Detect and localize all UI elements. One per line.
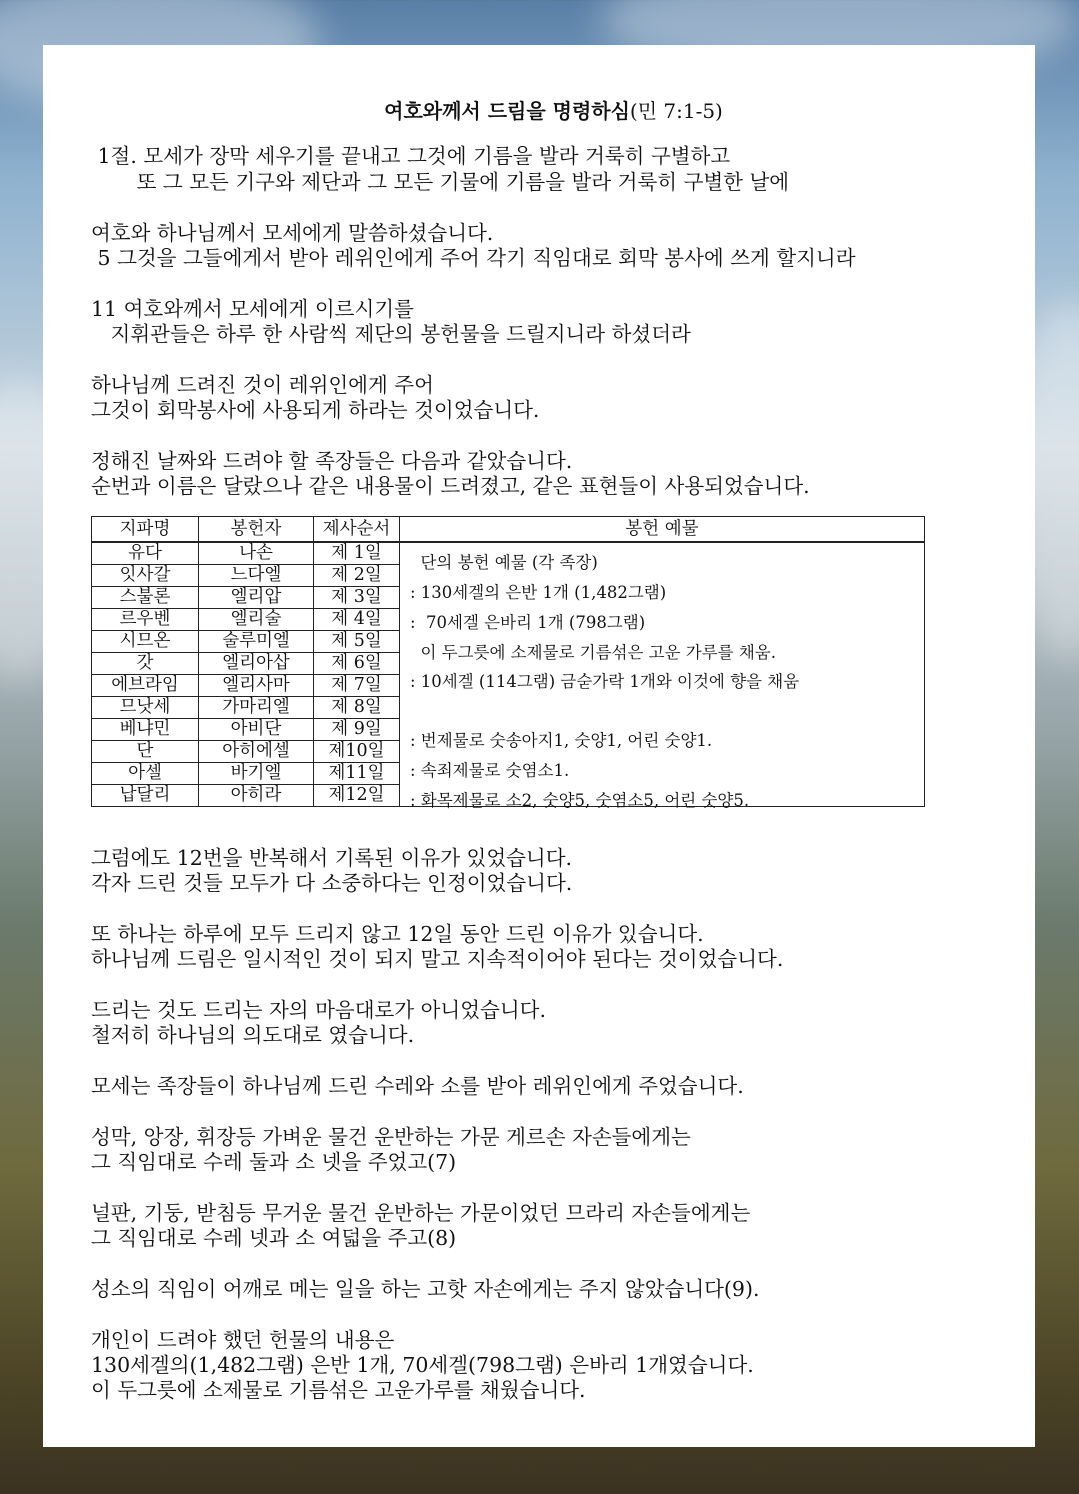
cell-tribe: 에브라임	[92, 675, 199, 697]
cell-order: 제 7일	[314, 675, 400, 697]
note-line: : 화목제물로 소2, 숫양5, 숫염소5, 어린 숫양5.	[410, 791, 750, 810]
title-main: 여호와께서 드림을 명령하심	[384, 99, 630, 123]
page-title	[91, 95, 1016, 124]
header-tribe: 지파명	[92, 517, 199, 543]
note-line: : 속죄제물로 숫염소1.	[410, 761, 570, 780]
text-line: 130세겔의(1,482그램) 은반 1개, 70세겔(798그램) 은바리 1개였습니다.	[91, 1353, 754, 1377]
text-line: 그 직임대로 수레 넷과 소 여덟을 주고(8)	[91, 1226, 457, 1250]
title-reference: (민 7:1-5)	[629, 99, 723, 123]
cell-offerer: 아비단	[199, 719, 314, 741]
text-line: 모세는 족장들이 하나님께 드린 수레와 소를 받아 레위인에게 주었습니다.	[91, 1074, 744, 1098]
text-line: 개인이 드려야 했던 헌물의 내용은	[91, 1328, 395, 1352]
text-line: 여호와 하나님께서 모세에게 말씀하셨습니다.	[91, 221, 494, 245]
cell-order: 제 8일	[314, 697, 400, 719]
cell-tribe: 유다	[92, 542, 199, 565]
text-line: 성막, 앙장, 휘장등 가벼운 물건 운반하는 가문 게르손 자손들에게는	[91, 1125, 691, 1149]
cell-offerer: 술루미엘	[199, 631, 314, 653]
cell-order: 제11일	[314, 763, 400, 785]
header-order: 제사순서	[314, 517, 400, 543]
text-line: 각자 드린 것들 모두가 다 소중하다는 인정이었습니다.	[91, 871, 573, 895]
cell-offerer: 느다엘	[199, 565, 314, 587]
cell-order: 제10일	[314, 741, 400, 763]
text-line: 하나님께 드려진 것이 레위인에게 주어	[91, 373, 434, 397]
header-offering: 봉헌 예물	[400, 517, 925, 543]
cell-tribe: 납달리	[92, 785, 199, 807]
text-line: 하나님께 드림은 일시적인 것이 되지 말고 지속적이어야 된다는 것이었습니다.	[91, 947, 784, 971]
cell-tribe: 갓	[92, 653, 199, 675]
text-line: 이 두그릇에 소제물로 기름섞은 고운가루를 채웠습니다.	[91, 1378, 586, 1402]
cell-offerer: 엘리술	[199, 609, 314, 631]
cell-order: 제 9일	[314, 719, 400, 741]
note-line: 단의 봉헌 예물 (각 족장)	[410, 553, 598, 572]
cell-tribe: 시므온	[92, 631, 199, 653]
cell-offerer: 나손	[199, 542, 314, 565]
cell-offerer: 엘리압	[199, 587, 314, 609]
table-row	[92, 542, 925, 565]
note-line: : 10세겔 (114그램) 금숟가락 1개와 이것에 향을 채움	[410, 672, 800, 691]
cell-tribe: 스불론	[92, 587, 199, 609]
text-line: 드리는 것도 드리는 자의 마음대로가 아니었습니다.	[91, 998, 546, 1022]
note-line: : 70세겔 은바리 1개 (798그램)	[410, 613, 646, 632]
cell-order: 제12일	[314, 785, 400, 807]
cell-order: 제 1일	[314, 542, 400, 565]
note-line: : 130세겔의 은반 1개 (1,482그램)	[410, 583, 667, 602]
text-line: 널판, 기둥, 받침등 무거운 물건 운반하는 가문이었던 므라리 자손들에게는	[91, 1201, 751, 1225]
cell-tribe: 잇사갈	[92, 565, 199, 587]
note-line: 이 두그릇에 소제물로 기름섞은 고운 가루를 채움.	[410, 643, 776, 662]
cell-order: 제 2일	[314, 565, 400, 587]
note-line: : 번제물로 숫송아지1, 숫양1, 어린 숫양1.	[410, 731, 713, 750]
cell-offerer: 아히라	[199, 785, 314, 807]
text-line: 또 하나는 하루에 모두 드리지 않고 12일 동안 드린 이유가 있습니다.	[91, 922, 704, 946]
cell-offerer: 아히에셀	[199, 741, 314, 763]
cell-tribe: 아셀	[92, 763, 199, 785]
header-offerer: 봉헌자	[199, 517, 314, 543]
cell-tribe: 베냐민	[92, 719, 199, 741]
text-line: 지휘관들은 하루 한 사람씩 제단의 봉헌물을 드릴지니라 하셨더라	[91, 322, 691, 346]
text-line: 5 그것을 그들에게서 받아 레위인에게 주어 각기 직임대로 회막 봉사에 쓰게 할지니라	[91, 246, 856, 270]
text-line: 11 여호와께서 모세에게 이르시기를	[91, 297, 414, 321]
text-line: 1절. 모세가 장막 세우기를 끝내고 그것에 기름을 발라 거룩히 구별하고	[91, 144, 731, 168]
cell-offerer: 가마리엘	[199, 697, 314, 719]
cell-offerer: 엘리아삽	[199, 653, 314, 675]
table-header-row	[92, 517, 925, 543]
text-line: 철저히 하나님의 의도대로 였습니다.	[91, 1023, 415, 1047]
cell-order: 제 5일	[314, 631, 400, 653]
text-line: 그럼에도 12번을 반복해서 기록된 이유가 있었습니다.	[91, 846, 573, 870]
text-line: 순번과 이름은 달랐으나 같은 내용물이 드려졌고, 같은 표현들이 사용되었습니다.	[91, 474, 810, 498]
cell-order: 제 6일	[314, 653, 400, 675]
text-line: 또 그 모든 기구와 제단과 그 모든 기물에 기름을 발라 거룩히 구별한 날에	[91, 170, 790, 194]
cell-tribe: 므낫세	[92, 697, 199, 719]
text-line: 성소의 직임이 어깨로 메는 일을 하는 고핫 자손에게는 주지 않았습니다(9).	[91, 1277, 760, 1301]
cell-tribe: 르우벤	[92, 609, 199, 631]
text-line: 그것이 회막봉사에 사용되게 하라는 것이었습니다.	[91, 398, 540, 422]
cell-tribe: 단	[92, 741, 199, 763]
text-line: 그 직임대로 수레 둘과 소 넷을 주었고(7)	[91, 1150, 457, 1174]
offering-table	[91, 516, 925, 810]
cell-offerer: 바기엘	[199, 763, 314, 785]
document-page	[43, 45, 1035, 1447]
cell-order: 제 4일	[314, 609, 400, 631]
cell-offerer: 엘리사마	[199, 675, 314, 697]
cell-order: 제 3일	[314, 587, 400, 609]
text-line: 정해진 날짜와 드려야 할 족장들은 다음과 같았습니다.	[91, 449, 573, 473]
offering-notes	[400, 542, 925, 810]
